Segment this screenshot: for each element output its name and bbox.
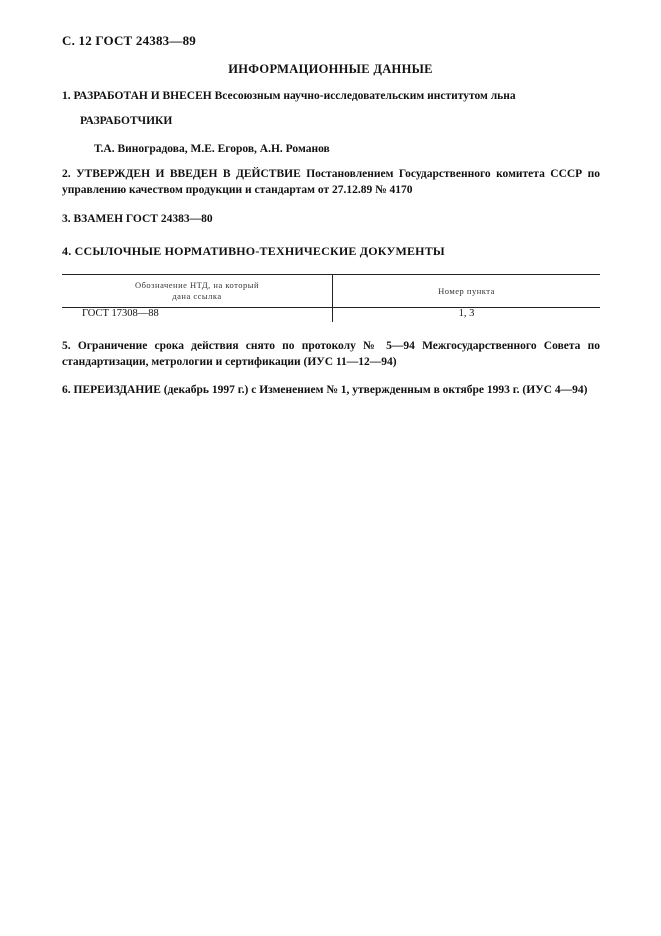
- item-5: [62, 338, 600, 370]
- item-1-number: 1.: [62, 90, 71, 102]
- item-1-label: РАЗРАБОТАН И ВНЕСЕН: [73, 90, 212, 102]
- item-4-label: ССЫЛОЧНЫЕ НОРМАТИВНО-ТЕХНИЧЕСКИЕ ДОКУМЕНТЫ: [74, 244, 445, 258]
- item-4: [62, 243, 600, 259]
- item-2-number: 2.: [62, 168, 71, 180]
- item-1: [62, 88, 600, 104]
- item-6-number: 6.: [62, 384, 71, 396]
- item-5-number: 5.: [62, 340, 71, 352]
- page-title: ИНФОРМАЦИОННЫЕ ДАННЫЕ: [228, 62, 433, 76]
- item-1-text: Всесоюзным научно-исследовательским институтом льна: [214, 90, 516, 102]
- item-3-number: 3.: [62, 213, 71, 225]
- reference-table: [62, 274, 600, 322]
- item-5-text: Ограничение срока действия снято по протоколу № 5—94 Межгосударственного Совета по стандартизации, метрологии и сертификации (ИУС 11—12—94): [62, 340, 601, 368]
- cell-point: 1, 3: [458, 308, 475, 319]
- item-6-text: (декабрь 1997 г.) с Изменением № 1, утвержденным в октябре 1993 г. (ИУС 4—94): [163, 384, 588, 396]
- item-4-number: 4.: [62, 244, 72, 258]
- item-6-label: ПЕРЕИЗДАНИЕ: [73, 384, 161, 396]
- item-2-label: УТВЕРЖДЕН И ВВЕДЕН В ДЕЙСТВИЕ: [76, 168, 301, 180]
- item-2-text: Постановлением Государственного комитета СССР по управлению качеством продукции и стандартам от 27.12.89 № 4170: [62, 168, 601, 196]
- table-row: [62, 308, 600, 323]
- reference-table-header: [62, 275, 600, 308]
- item-6: [62, 382, 600, 398]
- col-header-doc: [62, 275, 333, 308]
- item-3-label: ВЗАМЕН ГОСТ 24383—80: [73, 213, 213, 225]
- col-header-point: Номер пункта: [333, 275, 601, 308]
- col-header-doc-line2: дана ссылка: [172, 291, 222, 301]
- cell-doc: ГОСТ 17308—88: [62, 308, 333, 323]
- page-header: С. 12 ГОСТ 24383—89: [62, 33, 196, 48]
- developers-heading: РАЗРАБОТЧИКИ: [80, 115, 173, 127]
- developers-names: Т.А. Виноградова, М.Е. Егоров, А.Н. Романов: [94, 143, 330, 155]
- item-2: [62, 166, 600, 198]
- item-3: [62, 211, 600, 227]
- col-header-doc-line1: Обозначение НТД, на который: [134, 280, 260, 290]
